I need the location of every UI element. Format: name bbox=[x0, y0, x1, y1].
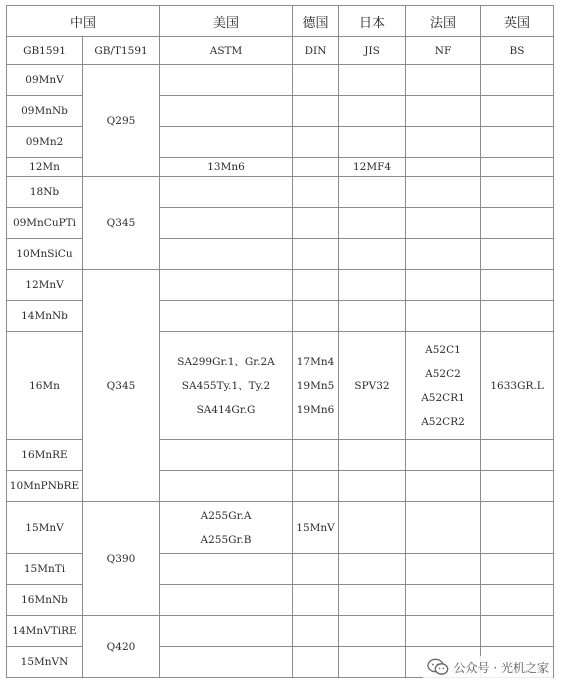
astm-line: SA414Gr.G bbox=[196, 403, 256, 416]
gb1591-cell: 12Mn bbox=[7, 158, 83, 177]
bs-cell bbox=[481, 127, 554, 158]
jis-cell bbox=[339, 471, 406, 502]
header-japan: 日本 bbox=[339, 6, 406, 37]
nf-cell bbox=[406, 208, 481, 239]
header-nf: NF bbox=[406, 37, 481, 65]
din-cell bbox=[293, 158, 339, 177]
header-jis: JIS bbox=[339, 37, 406, 65]
din-cell bbox=[293, 177, 339, 208]
header-germany: 德国 bbox=[293, 6, 339, 37]
nf-line: A52C1 bbox=[425, 343, 461, 356]
astm-cell bbox=[160, 239, 293, 270]
astm-cell bbox=[160, 127, 293, 158]
nf-cell bbox=[406, 65, 481, 96]
table-row bbox=[7, 65, 554, 96]
astm-cell bbox=[160, 301, 293, 332]
jis-cell: 12MF4 bbox=[339, 158, 406, 177]
astm-cell bbox=[160, 647, 293, 678]
din-line: 19Mn5 bbox=[296, 379, 335, 392]
jis-cell bbox=[339, 208, 406, 239]
astm-line: SA299Gr.1、Gr.2A bbox=[177, 355, 275, 368]
nf-cell bbox=[406, 96, 481, 127]
gb1591-cell: 16Mn bbox=[7, 332, 83, 440]
din-cell bbox=[293, 554, 339, 585]
header-uk: 英国 bbox=[481, 6, 554, 37]
bs-cell bbox=[481, 270, 554, 301]
din-cell: 15MnV bbox=[293, 502, 339, 554]
gb1591-cell: 18Nb bbox=[7, 177, 83, 208]
gbt1591-cell: Q420 bbox=[83, 616, 160, 678]
nf-cell bbox=[406, 270, 481, 301]
gb1591-cell: 14MnNb bbox=[7, 301, 83, 332]
jis-cell bbox=[339, 502, 406, 554]
din-cell bbox=[293, 585, 339, 616]
table-row bbox=[7, 270, 554, 301]
bs-cell bbox=[481, 554, 554, 585]
din-cell bbox=[293, 440, 339, 471]
jis-cell bbox=[339, 585, 406, 616]
bs-cell bbox=[481, 301, 554, 332]
astm-cell bbox=[160, 177, 293, 208]
din-cell bbox=[293, 96, 339, 127]
astm-line: SA455Ty.1、Ty.2 bbox=[181, 379, 271, 392]
header-bs: BS bbox=[481, 37, 554, 65]
jis-cell bbox=[339, 554, 406, 585]
header-usa: 美国 bbox=[160, 6, 293, 37]
jis-cell bbox=[339, 301, 406, 332]
bs-cell bbox=[481, 471, 554, 502]
gb1591-cell: 10MnPNbRE bbox=[7, 471, 83, 502]
nf-cell bbox=[406, 158, 481, 177]
astm-cell bbox=[160, 208, 293, 239]
astm-cell bbox=[160, 270, 293, 301]
bs-cell: 1633GR.L bbox=[481, 332, 554, 440]
wechat-icon bbox=[427, 658, 449, 676]
gb1591-cell: 09Mn2 bbox=[7, 127, 83, 158]
bs-cell bbox=[481, 96, 554, 127]
gb1591-cell: 09MnV bbox=[7, 65, 83, 96]
gb1591-cell: 09MnNb bbox=[7, 96, 83, 127]
din-cell bbox=[293, 471, 339, 502]
nf-cell bbox=[406, 239, 481, 270]
bs-cell bbox=[481, 585, 554, 616]
astm-cell bbox=[160, 554, 293, 585]
gb1591-cell: 15MnVN bbox=[7, 647, 83, 678]
din-line: 17Mn4 bbox=[296, 355, 335, 368]
header-china: 中国 bbox=[7, 6, 160, 37]
nf-line: A52C2 bbox=[425, 367, 461, 380]
gbt1591-cell: Q345 bbox=[83, 270, 160, 502]
standard-header-row bbox=[7, 37, 554, 65]
steel-grade-comparison-table bbox=[6, 5, 554, 678]
bs-cell bbox=[481, 177, 554, 208]
watermark-text: 公众号 · 光机之家 bbox=[453, 660, 549, 675]
gb1591-cell: 12MnV bbox=[7, 270, 83, 301]
nf-cell bbox=[406, 440, 481, 471]
gb1591-cell: 16MnNb bbox=[7, 585, 83, 616]
gb1591-cell: 14MnVTiRE bbox=[7, 616, 83, 647]
nf-line: A52CR1 bbox=[421, 391, 465, 404]
astm-cell bbox=[160, 585, 293, 616]
astm-cell bbox=[160, 440, 293, 471]
header-astm: ASTM bbox=[160, 37, 293, 65]
astm-cell bbox=[160, 616, 293, 647]
gb1591-cell: 09MnCuPTi bbox=[7, 208, 83, 239]
nf-cell bbox=[406, 616, 481, 647]
header-france: 法国 bbox=[406, 6, 481, 37]
din-cell bbox=[293, 65, 339, 96]
gbt1591-cell: Q345 bbox=[83, 177, 160, 270]
astm-cell bbox=[160, 471, 293, 502]
astm-cell bbox=[160, 502, 293, 554]
gbt1591-cell: Q390 bbox=[83, 502, 160, 616]
bs-cell bbox=[481, 440, 554, 471]
nf-cell bbox=[406, 127, 481, 158]
jis-cell bbox=[339, 177, 406, 208]
astm-cell bbox=[160, 65, 293, 96]
jis-cell bbox=[339, 127, 406, 158]
bs-cell bbox=[481, 208, 554, 239]
din-cell bbox=[293, 208, 339, 239]
gb1591-cell: 10MnSiCu bbox=[7, 239, 83, 270]
jis-cell: SPV32 bbox=[339, 332, 406, 440]
gb1591-cell: 16MnRE bbox=[7, 440, 83, 471]
jis-cell bbox=[339, 647, 406, 678]
country-header-row bbox=[7, 6, 554, 37]
nf-cell bbox=[406, 471, 481, 502]
nf-cell bbox=[406, 332, 481, 440]
bs-cell bbox=[481, 502, 554, 554]
din-line: 19Mn6 bbox=[296, 403, 335, 416]
nf-line: A52CR2 bbox=[421, 415, 465, 428]
nf-cell bbox=[406, 502, 481, 554]
table-row bbox=[7, 177, 554, 208]
table-row bbox=[7, 616, 554, 647]
jis-cell bbox=[339, 270, 406, 301]
nf-cell bbox=[406, 554, 481, 585]
gb1591-cell: 15MnTi bbox=[7, 554, 83, 585]
gbt1591-cell: Q295 bbox=[83, 65, 160, 177]
bs-cell bbox=[481, 239, 554, 270]
din-cell bbox=[293, 332, 339, 440]
nf-cell bbox=[406, 585, 481, 616]
header-gb1591: GB1591 bbox=[7, 37, 83, 65]
din-cell bbox=[293, 270, 339, 301]
table-row bbox=[7, 502, 554, 554]
din-cell bbox=[293, 616, 339, 647]
din-cell bbox=[293, 647, 339, 678]
astm-cell: 13Mn6 bbox=[160, 158, 293, 177]
jis-cell bbox=[339, 239, 406, 270]
bs-cell bbox=[481, 158, 554, 177]
jis-cell bbox=[339, 96, 406, 127]
watermark bbox=[423, 656, 553, 678]
header-gbt1591: GB/T1591 bbox=[83, 37, 160, 65]
din-cell bbox=[293, 301, 339, 332]
nf-cell bbox=[406, 301, 481, 332]
nf-cell bbox=[406, 177, 481, 208]
gb1591-cell: 15MnV bbox=[7, 502, 83, 554]
astm-cell bbox=[160, 332, 293, 440]
bs-cell bbox=[481, 65, 554, 96]
din-cell bbox=[293, 239, 339, 270]
bs-cell bbox=[481, 616, 554, 647]
din-cell bbox=[293, 127, 339, 158]
astm-cell bbox=[160, 96, 293, 127]
astm-line: A255Gr.A bbox=[200, 509, 252, 522]
jis-cell bbox=[339, 440, 406, 471]
jis-cell bbox=[339, 616, 406, 647]
header-din: DIN bbox=[293, 37, 339, 65]
jis-cell bbox=[339, 65, 406, 96]
astm-line: A255Gr.B bbox=[200, 533, 252, 546]
